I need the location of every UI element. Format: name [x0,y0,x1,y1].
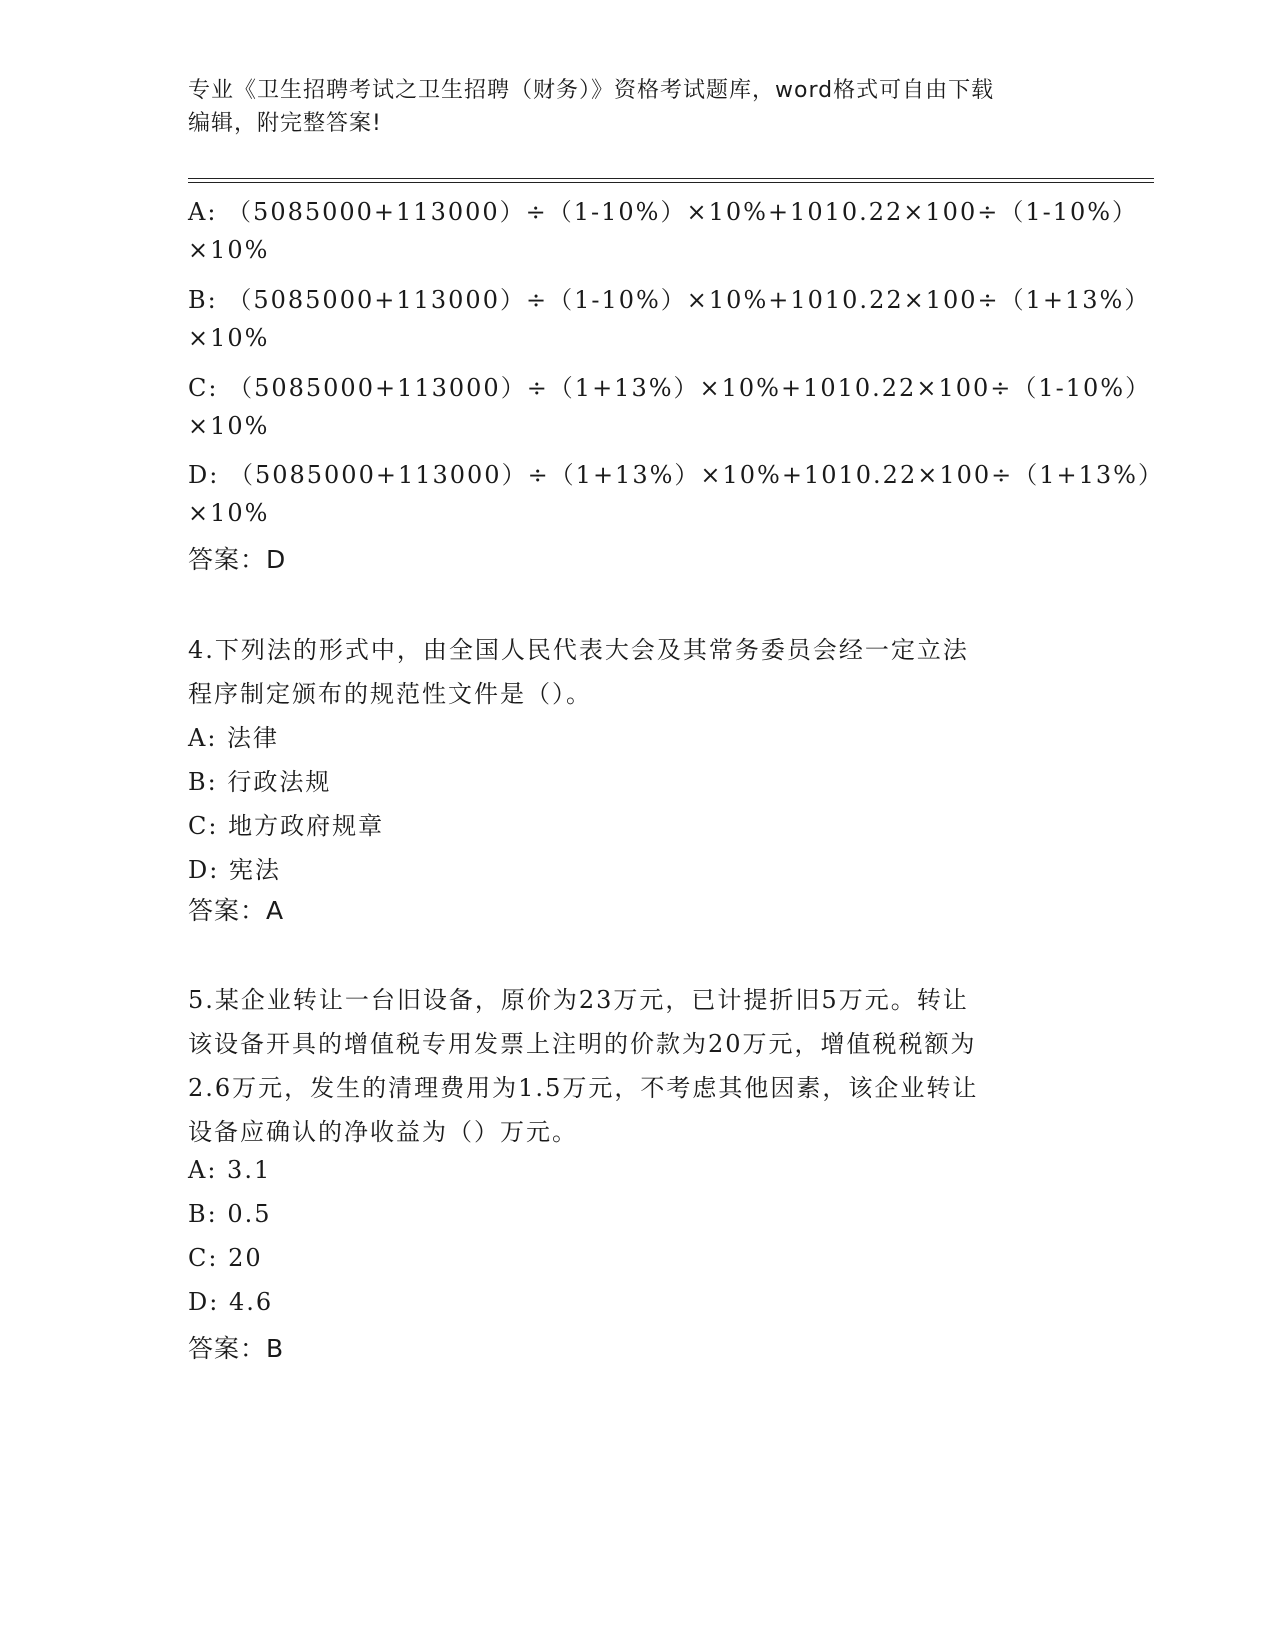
q3-option-a-line1: A: （5085000+113000）÷（1-10%）×10%+1010.22×100÷（1-10%） [188,198,1139,226]
document-header [188,74,1088,140]
q5-stem-line1: 5.某企业转让一台旧设备，原价为23万元，已计提折旧5万元。转让 [188,986,969,1014]
q5-option-c: C: 20 [188,1244,263,1272]
header-divider-top [188,178,1154,179]
q3-option-b-line2: ×10% [188,324,270,352]
q4-option-a: A: 法律 [188,724,280,752]
q3-option-d-line2: ×10% [188,499,270,527]
q5-stem-line2: 该设备开具的增值税专用发票上注明的价款为20万元，增值税税额为 [188,1030,977,1058]
q4-option-c: C: 地方政府规章 [188,812,385,840]
q5-answer: 答案：B [188,1334,285,1363]
header-line-1: 专业《卫生招聘考试之卫生招聘（财务）》资格考试题库，word格式可自由下载 [188,78,995,103]
q5-option-a: A: 3.1 [188,1156,272,1184]
q3-option-c-line1: C: （5085000+113000）÷（1+13%）×10%+1010.22×100÷（1-10%） [188,374,1152,402]
q3-answer: 答案：D [188,545,287,574]
q5-stem-line4: 设备应确认的净收益为（）万元。 [188,1118,578,1146]
q3-option-b-line1: B: （5085000+113000）÷（1-10%）×10%+1010.22×100÷（1+13%） [188,286,1151,314]
q3-option-c-line2: ×10% [188,412,270,440]
q3-option-a-line2: ×10% [188,236,270,264]
q4-option-d: D: 宪法 [188,856,281,884]
q4-option-b: B: 行政法规 [188,768,332,796]
q4-stem-line2: 程序制定颁布的规范性文件是（）。 [188,680,592,708]
q4-answer: 答案：A [188,896,285,925]
header-divider-bottom [188,182,1154,183]
q4-stem-line1: 4.下列法的形式中，由全国人民代表大会及其常务委员会经一定立法 [188,636,969,664]
q3-option-d-line1: D: （5085000+113000）÷（1+13%）×10%+1010.22×100÷（1+13%） [188,461,1164,489]
q5-option-b: B: 0.5 [188,1200,272,1228]
header-line-2: 编辑，附完整答案! [188,111,382,136]
q5-stem-line3: 2.6万元，发生的清理费用为1.5万元，不考虑其他因素，该企业转让 [188,1074,979,1102]
q5-option-d: D: 4.6 [188,1288,274,1316]
